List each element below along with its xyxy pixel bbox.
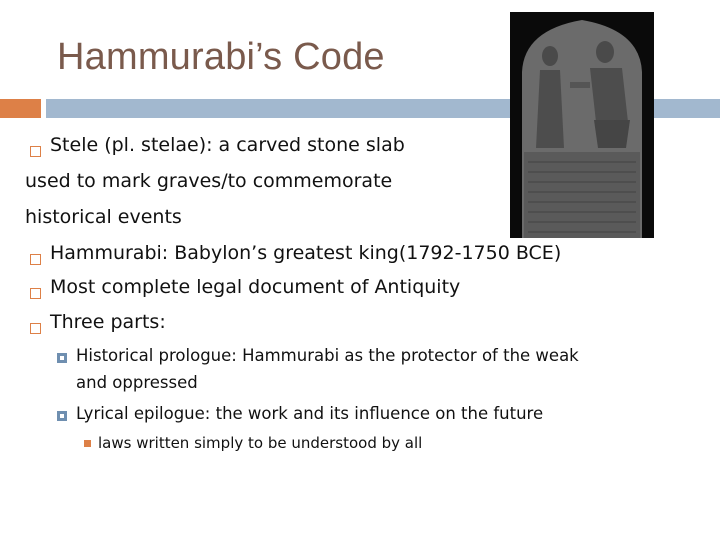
bullet-three-parts: Three parts: [50, 311, 166, 333]
sub-sub-bullet-laws: laws written simply to be understood by all [98, 434, 423, 452]
bullet-marker-icon [30, 146, 41, 157]
sub-bullet-epilogue: Lyrical epilogue: the work and its influence on the future [76, 404, 544, 423]
bullet-marker-icon [30, 288, 41, 299]
bullet-stele-line1: Stele (pl. stelae): a carved stone slab [50, 134, 405, 156]
sub-sub-bullet-marker-icon [84, 440, 91, 447]
slide-title: Hammurabi’s Code [57, 36, 385, 78]
bullet-marker-icon [30, 323, 41, 334]
accent-bar-orange [0, 99, 41, 118]
sub-bullet-marker-icon [57, 353, 67, 363]
bullet-marker-icon [30, 254, 41, 265]
bullet-legal-document: Most complete legal document of Antiquity [50, 276, 461, 298]
sub-bullet-marker-icon [57, 411, 67, 421]
sub-bullet-prologue-line1: Historical prologue: Hammurabi as the protector of the weak [76, 346, 579, 365]
bullet-stele-line2: used to mark graves/to commemorate [25, 170, 393, 192]
sub-bullet-prologue-line2: and oppressed [76, 373, 198, 392]
stele-image [510, 12, 654, 238]
bullet-stele-line3: historical events [25, 206, 182, 228]
bullet-hammurabi: Hammurabi: Babylon’s greatest king(1792-1750 BCE) [50, 242, 562, 264]
